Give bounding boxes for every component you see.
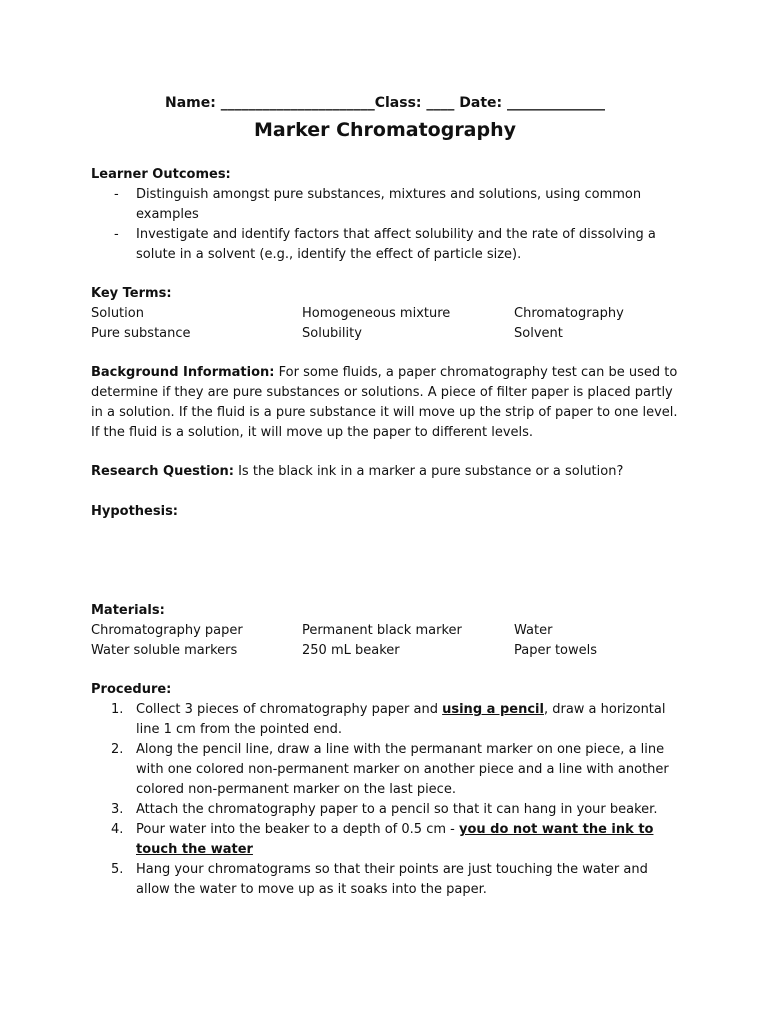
procedure-section <box>91 680 681 900</box>
materials-heading: Materials: <box>91 603 165 618</box>
name-class-date-line: Name: ______________________Class: ____ Date: ______________ <box>165 95 605 111</box>
learner-outcomes-section <box>91 165 681 265</box>
procedure-list <box>91 700 681 900</box>
key-terms-table <box>91 304 711 344</box>
key-terms-heading: Key Terms: <box>91 286 172 301</box>
background-information: Background Information: For some fluids, a paper chromatography test can be used to determine if they are pure substances or solutions. A piece of filter paper is placed partly in a solution. If the fluid is a pure substance it will move up the strip of paper to one level. If the fluid is a solution, it will move up the paper to different levels. <box>91 365 678 440</box>
list-item: 4. Pour water into the beaker to a depth of 0.5 cm - you do not want the ink to touch the water <box>111 822 654 857</box>
list-item: 2. Along the pencil line, draw a line with the permanant marker on one piece, a line with one colored non-permanent marker on another piece and a line with another colored non-permanent marker on the last piece. <box>111 742 669 797</box>
list-item: 3. Attach the chromatography paper to a pencil so that it can hang in your beaker. <box>111 802 658 817</box>
table-row: Solution Homogeneous mixture Chromatography <box>91 306 624 321</box>
page-title: Marker Chromatography <box>253 119 517 141</box>
list-item: - Investigate and identify factors that affect solubility and the rate of dissolving a solute in a solvent (e.g., identify the effect of particle size). <box>114 227 656 262</box>
table-row: Chromatography paper Permanent black marker Water <box>91 623 553 638</box>
materials-table <box>91 621 711 661</box>
list-item: 1. Collect 3 pieces of chromatography paper and using a pencil, draw a horizontal line 1 cm from the pointed end. <box>111 702 666 737</box>
list-item: - Distinguish amongst pure substances, mixtures and solutions, using common examples <box>114 187 642 222</box>
learner-outcomes-list <box>91 185 681 265</box>
research-question: Research Question: Is the black ink in a marker a pure substance or a solution? <box>91 464 624 479</box>
table-row: Water soluble markers 250 mL beaker Paper towels <box>91 643 598 658</box>
learner-outcomes-heading: Learner Outcomes: <box>91 167 231 182</box>
hypothesis-heading: Hypothesis: <box>91 504 179 519</box>
list-item: 5. Hang your chromatograms so that their points are just touching the water and allow the water to move up as it soaks into the paper. <box>111 862 648 897</box>
table-row: Pure substance Solubility Solvent <box>91 326 563 341</box>
procedure-heading: Procedure: <box>91 682 172 697</box>
